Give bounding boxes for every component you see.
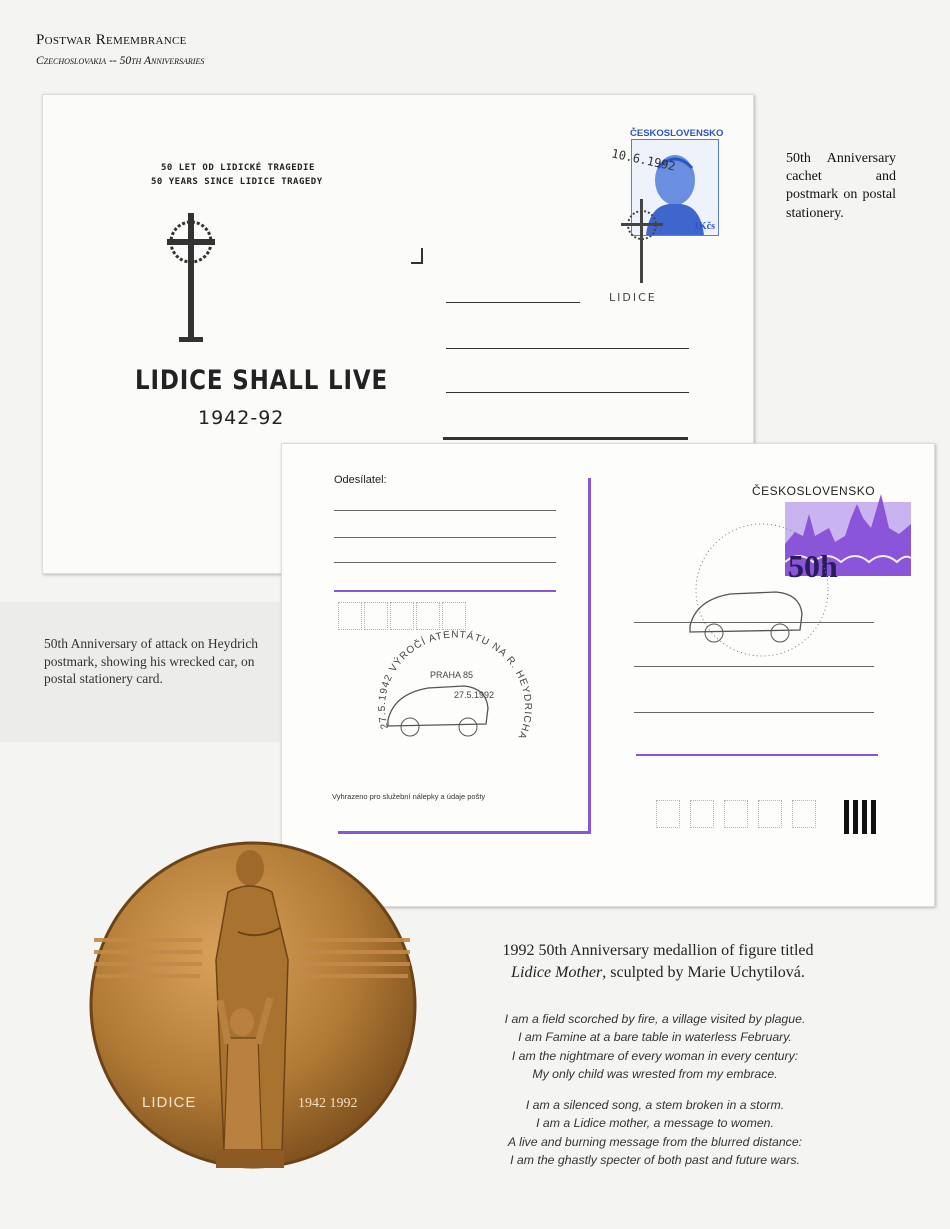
address-line [634, 666, 874, 667]
cachet-line-czech: 50 LET OD LIDICKÉ TRAGEDIE [161, 163, 315, 173]
address-line [634, 712, 874, 713]
sender-line [334, 590, 556, 592]
postcode-box [390, 602, 414, 630]
postcode-box [724, 800, 748, 828]
postcode-box [338, 602, 362, 630]
cachet-slogan: LIDICE SHALL LIVE [135, 365, 389, 396]
sender-line [334, 510, 556, 511]
medal-inscription: LIDICE [142, 1094, 197, 1111]
address-line [446, 392, 689, 393]
medal-years: 1942 1992 [298, 1096, 358, 1111]
address-line [446, 348, 689, 349]
postal-card [281, 443, 935, 907]
medal-caption-line1: 1992 50th Anniversary medallion of figure titled [502, 942, 814, 959]
heydrich-postmark-left [368, 628, 538, 778]
medal-title: Lidice Mother [511, 963, 603, 981]
postmark-arc-text: 27.5.1942 VÝROČÍ ATENTÁTU NA R. HEYDRICHA [376, 629, 533, 742]
poem-stanza-2: I am a silenced song, a stem broken in a storm. I am a Lidice mother, a message to women. A live and burning message from the blurred distance: I am the ghastly specter of both past and future wars. [507, 1097, 803, 1168]
heydrich-postmark-right [670, 514, 850, 664]
card-divider [338, 831, 590, 834]
poem [420, 1010, 890, 1182]
address-line [634, 622, 874, 623]
address-corner-mark [411, 248, 423, 264]
card-footnote: Vyhrazeno pro služební nálepky a údaje pošty [332, 792, 486, 801]
card-divider [588, 478, 591, 834]
page-subtitle: Czechoslovakia -- 50th Anniversaries [36, 55, 205, 67]
cachet-line-english: 50 YEARS SINCE LIDICE TRAGEDY [151, 177, 323, 187]
address-line [446, 302, 580, 303]
lidice-medallion [88, 840, 418, 1170]
medal-caption-line2: Lidice Mother, sculpted by Marie Uchytilová. [511, 963, 805, 981]
sender-line [334, 562, 556, 563]
postmark-date: 10.6.1992 [610, 146, 677, 174]
postcode-box [442, 602, 466, 630]
stamp-country: ČESKOSLOVENSKO [630, 128, 724, 139]
card-stamp-value: 50h [788, 548, 838, 584]
postcode-box [416, 602, 440, 630]
barcode-icon [844, 800, 876, 834]
postcode-box [690, 800, 714, 828]
address-line [443, 437, 688, 440]
postmark-cross-icon [613, 195, 673, 291]
stamp-value: 1Kčs [693, 221, 715, 232]
postcode-box [758, 800, 782, 828]
caption-envelope: 50th Anniversary cachet and postmark on postal stationery. [786, 151, 896, 221]
address-line [636, 754, 878, 756]
postmark-place: LIDICE [609, 291, 657, 304]
caption-card: 50th Anniversary of attack on Heydrich postmark, showing his wrecked car, on postal stationery card. [44, 636, 259, 687]
postmark-date: 27.5.1992 [454, 690, 495, 700]
medal-caption [438, 940, 878, 983]
postcode-box [656, 800, 680, 828]
postcode-box [364, 602, 388, 630]
postcode-box [792, 800, 816, 828]
sender-line [334, 537, 556, 538]
postmark-place: PRAHA 85 [430, 670, 474, 680]
sender-label: Odesílatel: [334, 474, 387, 486]
card-stamp-country: ČESKOSLOVENSKO [752, 484, 876, 498]
poem-stanza-1: I am a field scorched by fire, a village visited by plague. I am Famine at a bare table in waterless February. I am the nightmare of every woman in every century: My only child was wrested from my embrace. [504, 1012, 806, 1082]
cachet-years: 1942-92 [198, 407, 285, 429]
page-title: Postwar Remembrance [36, 32, 187, 48]
cross-with-thorns-icon [161, 207, 221, 347]
